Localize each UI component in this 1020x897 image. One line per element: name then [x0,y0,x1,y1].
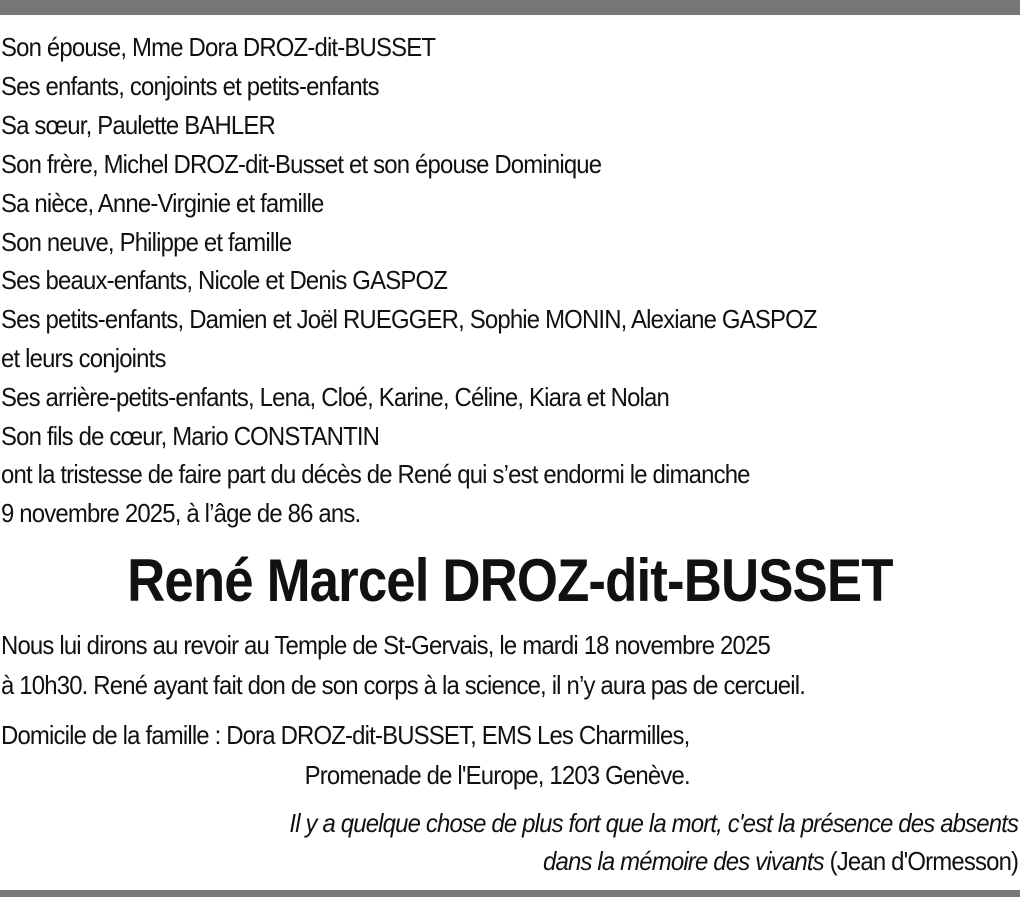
death-announcement [1,455,1013,532]
family-line-sister: Sa sœur, Paulette BAHLER [1,109,275,140]
announcement-line-1: ont la tristesse de faire part du décès de René qui s’est endormi le dimanche [1,459,750,489]
closing-quote [289,804,1018,880]
quote-text-1: Il y a quelque chose de plus fort que la mort, c'est la présence des absents [289,808,1018,838]
family-domicile [1,715,690,795]
quote-text-2: dans la mémoire des vivants [542,846,824,876]
service-details [1,625,805,705]
deceased-name-heading [0,545,1020,617]
service-line-2: à 10h30. René ayant fait don de son corps à la science, il n’y aura pas de cercueil. [1,670,806,700]
family-line-great-grandchildren: Ses arrière-petits-enfants, Lena, Cloé, Karine, Céline, Kiara et Nolan [1,382,669,413]
deceased-name: René Marcel DROZ-dit-BUSSET [127,547,893,614]
quote-line-2 [289,842,1018,880]
family-line-grandchildren-cont: et leurs conjoints [1,343,166,374]
family-line-spouse: Son épouse, Mme Dora DROZ-dit-BUSSET [1,32,436,62]
announcement-line-2: 9 novembre 2025, à l’âge de 86 ans. [1,497,361,528]
domicile-line-2: Promenade de l'Europe, 1203 Genève. [304,760,690,790]
domicile-line-1: Domicile de la famille : Dora DROZ-dit-BUSSET, EMS Les Charmilles, [1,720,690,750]
family-line-stepchildren: Ses beaux-enfants, Nicole et Denis GASPOZ [1,265,448,296]
family-line-grandchildren: Ses petits-enfants, Damien et Joël RUEGGER, Sophie MONIN, Alexiane GASPOZ [1,304,817,335]
family-line-nephew: Son neuve, Philippe et famille [1,226,292,257]
family-line-brother: Son frère, Michel DROZ-dit-Busset et son épouse Dominique [1,148,602,179]
family-line-heart-son: Son fils de cœur, Mario CONSTANTIN [1,421,380,452]
quote-line-1 [289,804,1018,842]
family-line-niece: Sa nièce, Anne-Virginie et famille [1,187,324,218]
bottom-border-rule [0,890,1020,897]
family-line-children: Ses enfants, conjoints et petits-enfants [1,70,379,101]
quote-attribution: (Jean d'Ormesson) [823,846,1018,876]
service-line-1: Nous lui dirons au revoir au Temple de St-Gervais, le mardi 18 novembre 2025 [1,630,770,660]
family-list [1,28,1016,456]
top-border-rule [0,0,1020,15]
